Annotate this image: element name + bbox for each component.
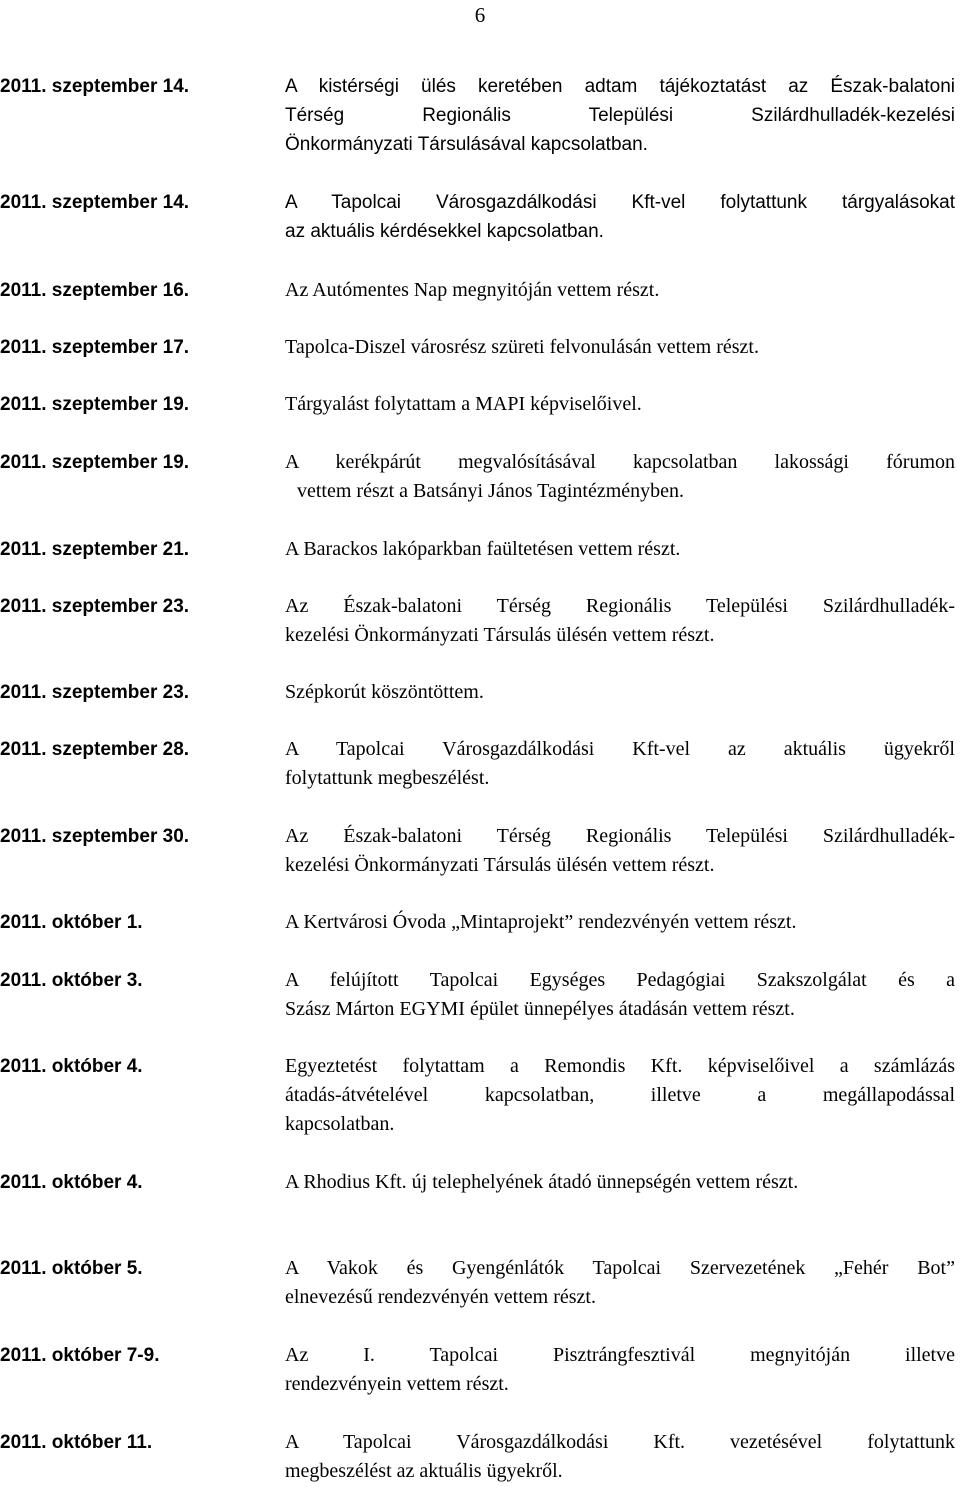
entry-date: 2011. október 4. <box>0 1056 143 1077</box>
entry-description: Tárgyalást folytattam a MAPI képviselőivel. <box>285 393 642 415</box>
entry-description: A felújított Tapolcai Egységes Pedagógiai Szakszolgálat és a Szász Márton EGYMI épület ünnepélyes átadásán vettem részt. <box>285 969 955 1020</box>
entry-description: Az Autómentes Nap megnyitóján vettem részt. <box>285 279 660 301</box>
entry-date: 2011. szeptember 14. <box>0 192 190 213</box>
entry-description: A Rhodius Kft. új telephelyének átadó ünnepségén vettem részt. <box>285 1171 799 1193</box>
entry-date: 2011. szeptember 19. <box>0 452 190 473</box>
entry-date: 2011. október 5. <box>0 1258 143 1279</box>
entry-date: 2011. október 3. <box>0 970 143 991</box>
entry-date: 2011. október 1. <box>0 912 143 933</box>
entry-description: A Vakok és Gyengénlátók Tapolcai Szervezetének „Fehér Bot” elnevezésű rendezvényén vettem részt. <box>285 1257 955 1308</box>
entry-date: 2011. szeptember 19. <box>0 394 190 415</box>
entry-date: 2011. szeptember 23. <box>0 682 190 703</box>
page-number: 6 <box>474 3 486 27</box>
entry-description: A Tapolcai Városgazdálkodási Kft-vel folytattunk tárgyalásokat az aktuális kérdésekkel kapcsolatban. <box>285 192 955 242</box>
entry-description: A Tapolcai Városgazdálkodási Kft-vel az aktuális ügyekről folytattunk megbeszélést. <box>285 738 955 789</box>
entry-date: 2011. szeptember 17. <box>0 337 190 358</box>
entry-date: 2011. szeptember 21. <box>0 539 190 560</box>
entry-description: A Tapolcai Városgazdálkodási Kft. vezetésével folytattunk megbeszélést az aktuális ügyekről. <box>285 1431 955 1482</box>
entry-description: A kistérségi ülés keretében adtam tájékoztatást az Észak-balatoni Térség Regionális Települési Szilárdhulladék-kezelési Önkormányzati Társulásával kapcsolatban. <box>285 76 955 155</box>
entry-description: A Kertvárosi Óvoda „Mintaprojekt” rendezvényén vettem részt. <box>285 911 797 933</box>
entry-description: A Barackos lakóparkban faültetésen vettem részt. <box>285 538 681 560</box>
entry-description: Szépkorút köszöntöttem. <box>285 681 484 703</box>
entry-description: Egyeztetést folytattam a Remondis Kft. képviselőivel a számlázás átadás-átvételével kapcsolatban, illetve a megállapodással kapcsolatban. <box>285 1055 955 1135</box>
entry-description: Az Észak-balatoni Térség Regionális Települési Szilárdhulladék- kezelési Önkormányzati Társulás ülésén vettem részt. <box>285 825 955 876</box>
entry-description: Tapolca-Diszel városrész szüreti felvonulásán vettem részt. <box>285 336 759 358</box>
entry-description: Az I. Tapolcai Pisztrángfesztivál megnyitóján illetve rendezvényein vettem részt. <box>285 1344 955 1395</box>
entry-description: A kerékpárút megvalósításával kapcsolatban lakossági fórumon vettem részt a Batsányi János Tagintézményben. <box>285 451 955 502</box>
entry-date: 2011. szeptember 23. <box>0 596 190 617</box>
entry-date: 2011. október 11. <box>0 1432 153 1453</box>
entry-date: 2011. szeptember 28. <box>0 739 190 760</box>
entry-date: 2011. október 7-9. <box>0 1345 160 1366</box>
entry-date: 2011. szeptember 16. <box>0 280 190 301</box>
entry-description: Az Észak-balatoni Térség Regionális Települési Szilárdhulladék- kezelési Önkormányzati Társulás ülésén vettem részt. <box>285 595 955 646</box>
entry-date: 2011. október 4. <box>0 1172 143 1193</box>
entry-date: 2011. szeptember 30. <box>0 826 190 847</box>
entry-date: 2011. szeptember 14. <box>0 76 190 97</box>
